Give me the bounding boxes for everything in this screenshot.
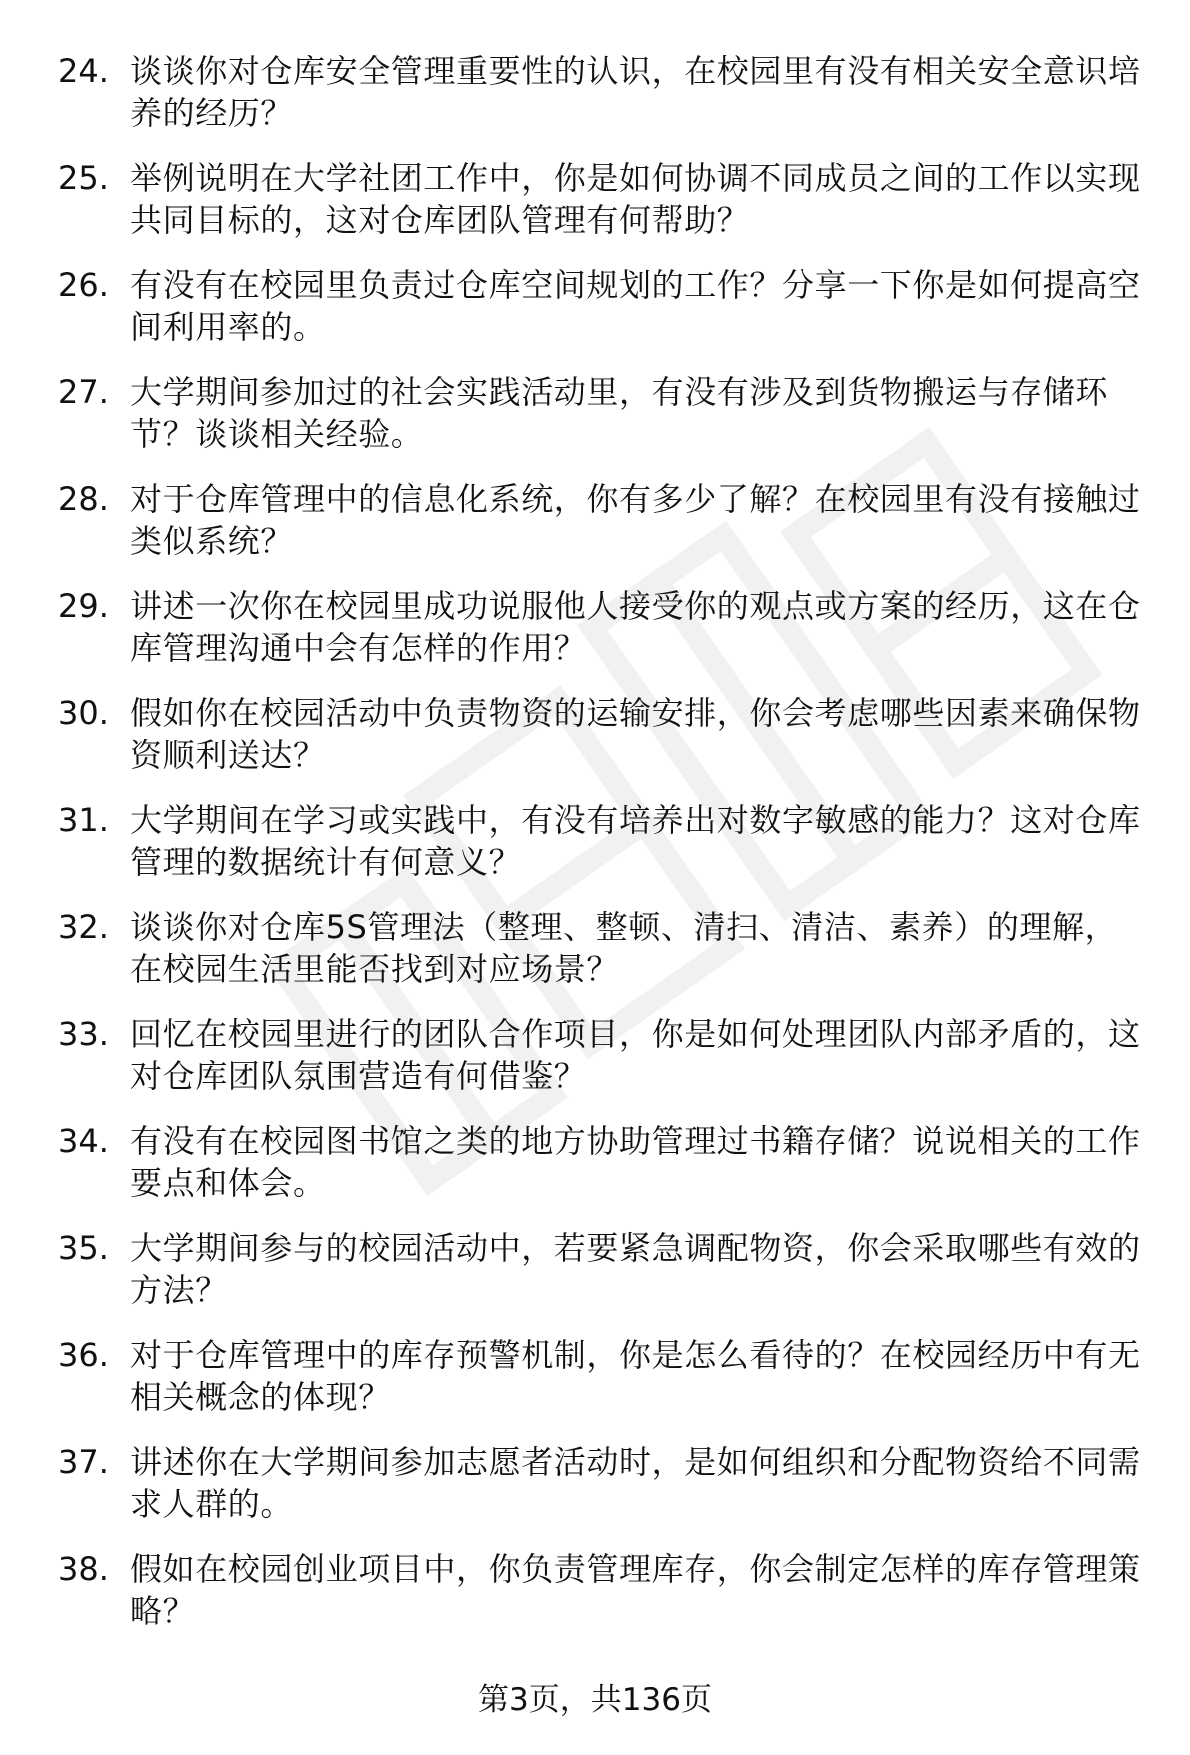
- question-number: 24.: [58, 52, 109, 90]
- question-number: 37.: [58, 1443, 109, 1481]
- question-text: 谈谈你对仓库安全管理重要性的认识，在校园里有没有相关安全意识培养的经历？: [130, 52, 1141, 132]
- question-number: 38.: [58, 1550, 109, 1588]
- question-text: 讲述你在大学期间参加志愿者活动时，是如何组织和分配物资给不同需求人群的。: [130, 1443, 1141, 1523]
- list-item: [58, 157, 1148, 239]
- list-item: [58, 799, 1148, 881]
- question-number: 36.: [58, 1336, 109, 1374]
- question-list: [58, 50, 1148, 1655]
- question-text: 讲述一次你在校园里成功说服他人接受你的观点或方案的经历，这在仓库管理沟通中会有怎样的作用？: [130, 587, 1141, 667]
- question-number: 30.: [58, 694, 109, 732]
- question-number: 31.: [58, 801, 109, 839]
- list-item: [58, 906, 1148, 988]
- question-text: 大学期间参与的校园活动中，若要紧急调配物资，你会采取哪些有效的方法？: [130, 1229, 1141, 1309]
- list-item: [58, 50, 1148, 132]
- list-item: [58, 264, 1148, 346]
- list-item: [58, 692, 1148, 774]
- list-item: [58, 1548, 1148, 1630]
- list-item: [58, 1334, 1148, 1416]
- question-text: 大学期间在学习或实践中，有没有培养出对数字敏感的能力？这对仓库管理的数据统计有何意义？: [130, 801, 1141, 881]
- question-text: 大学期间参加过的社会实践活动里，有没有涉及到货物搬运与存储环节？谈谈相关经验。: [130, 373, 1109, 453]
- list-item: [58, 1013, 1148, 1095]
- list-item: [58, 1120, 1148, 1202]
- question-number: 29.: [58, 587, 109, 625]
- question-text: 谈谈你对仓库5S管理法（整理、整顿、清扫、清洁、素养）的理解，在校园生活里能否找到对应场景？: [130, 908, 1118, 988]
- question-text: 有没有在校园里负责过仓库空间规划的工作？分享一下你是如何提高空间利用率的。: [130, 266, 1141, 346]
- question-text: 有没有在校园图书馆之类的地方协助管理过书籍存储？说说相关的工作要点和体会。: [130, 1122, 1141, 1202]
- question-number: 27.: [58, 373, 109, 411]
- list-item: [58, 1227, 1148, 1309]
- question-number: 28.: [58, 480, 109, 518]
- question-number: 35.: [58, 1229, 109, 1267]
- question-text: 举例说明在大学社团工作中，你是如何协调不同成员之间的工作以实现共同目标的，这对仓库团队管理有何帮助？: [130, 159, 1141, 239]
- question-text: 对于仓库管理中的库存预警机制，你是怎么看待的？在校园经历中有无相关概念的体现？: [130, 1336, 1141, 1416]
- question-text: 对于仓库管理中的信息化系统，你有多少了解？在校园里有没有接触过类似系统？: [130, 480, 1141, 560]
- question-text: 假如在校园创业项目中，你负责管理库存，你会制定怎样的库存管理策略？: [130, 1550, 1141, 1630]
- question-text: 回忆在校园里进行的团队合作项目，你是如何处理团队内部矛盾的，这对仓库团队氛围营造有何借鉴？: [130, 1015, 1141, 1095]
- question-number: 34.: [58, 1122, 109, 1160]
- question-number: 33.: [58, 1015, 109, 1053]
- page-number: 第3页，共136页: [478, 1682, 712, 1718]
- question-number: 26.: [58, 266, 109, 304]
- list-item: [58, 1441, 1148, 1523]
- list-item: [58, 585, 1148, 667]
- list-item: [58, 371, 1148, 453]
- question-number: 32.: [58, 908, 109, 946]
- question-number: 25.: [58, 159, 109, 197]
- list-item: [58, 478, 1148, 560]
- question-text: 假如你在校园活动中负责物资的运输安排，你会考虑哪些因素来确保物资顺利送达？: [130, 694, 1141, 774]
